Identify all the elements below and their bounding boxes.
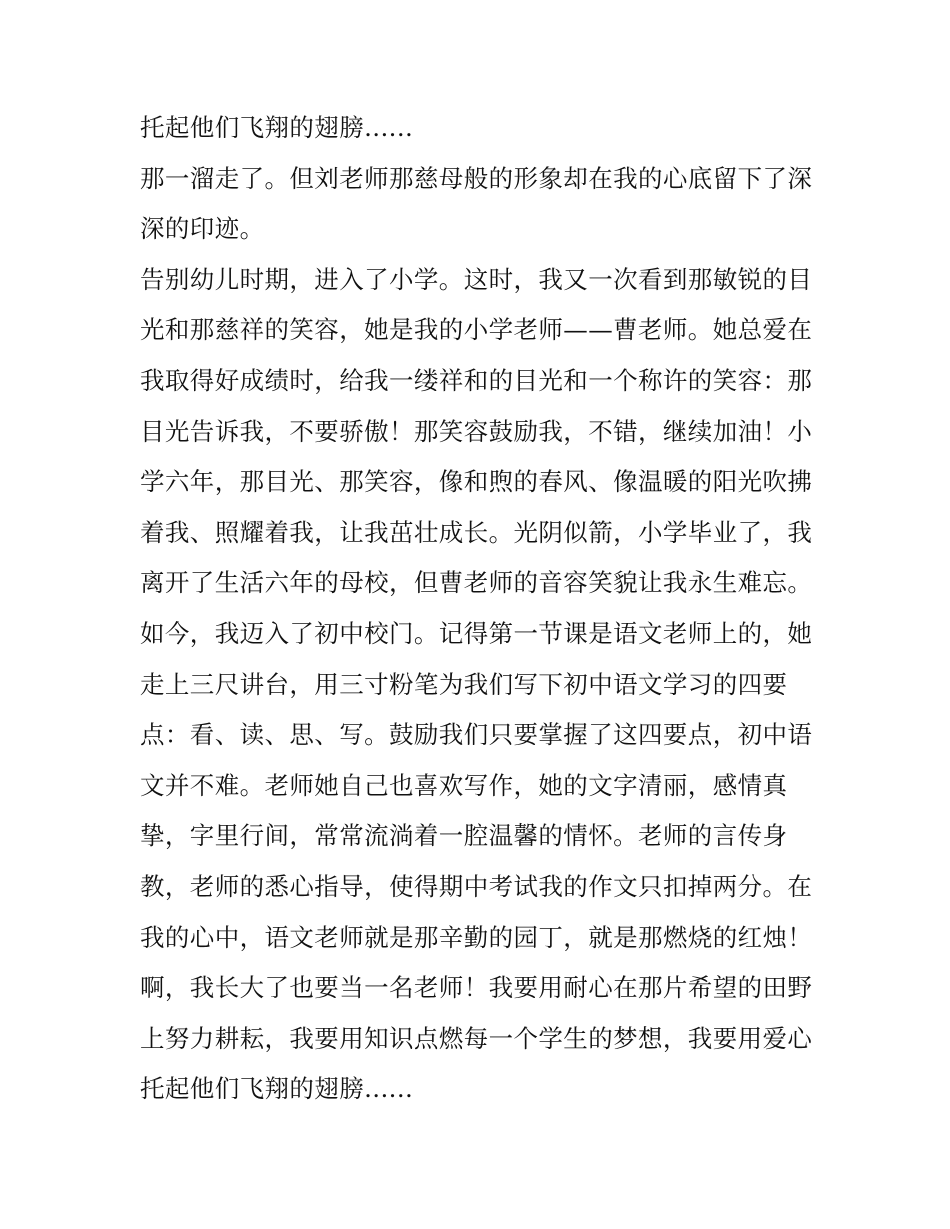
- text-line: 我的心中，语文老师就是那辛勤的园丁，就是那燃烧的红烛！: [140, 922, 813, 952]
- text-line: 啊，我长大了也要当一名老师！我要用耐心在那片希望的田野: [140, 973, 813, 1003]
- text-line: 如今，我迈入了初中校门。记得第一节课是语文老师上的，她: [140, 618, 813, 648]
- text-line: 走上三尺讲台，用三寸粉笔为我们写下初中语文学习的四要: [140, 669, 788, 699]
- essay-text: [140, 103, 820, 1115]
- text-line: 告别幼儿时期，进入了小学。这时，我又一次看到那敏锐的目: [140, 264, 813, 294]
- text-line: 教，老师的悉心指导，使得期中考试我的作文只扣掉两分。在: [140, 871, 813, 901]
- text-line: 挚，字里行间，常常流淌着一腔温馨的情怀。老师的言传身: [140, 821, 788, 851]
- text-line: 学六年，那目光、那笑容，像和煦的春风、像温暖的阳光吹拂: [140, 467, 813, 497]
- text-line: 上努力耕耘，我要用知识点燃每一个学生的梦想，我要用爱心: [140, 1023, 813, 1053]
- text-line: 点：看、读、思、写。鼓励我们只要掌握了这四要点，初中语: [140, 720, 813, 750]
- text-line: 托起他们飞翔的翅膀......: [140, 113, 414, 142]
- text-line: 目光告诉我，不要骄傲！那笑容鼓励我，不错，继续加油！小: [140, 416, 813, 446]
- text-line: 那一溜走了。但刘老师那慈母般的形象却在我的心底留下了深: [140, 163, 813, 193]
- text-line: 托起他们飞翔的翅膀......: [140, 1074, 414, 1104]
- text-line: 着我、照耀着我，让我茁壮成长。光阴似箭，小学毕业了，我: [140, 517, 813, 547]
- text-line: 光和那慈祥的笑容，她是我的小学老师——曹老师。她总爱在: [140, 315, 813, 345]
- text-line: 我取得好成绩时，给我一缕祥和的目光和一个称许的笑容：那: [140, 365, 813, 395]
- text-line: 文并不难。老师她自己也喜欢写作，她的文字清丽，感情真: [140, 770, 788, 800]
- text-line: 深的印迹。: [140, 214, 265, 244]
- text-line: 离开了生活六年的母校，但曹老师的音容笑貌让我永生难忘。: [140, 568, 813, 598]
